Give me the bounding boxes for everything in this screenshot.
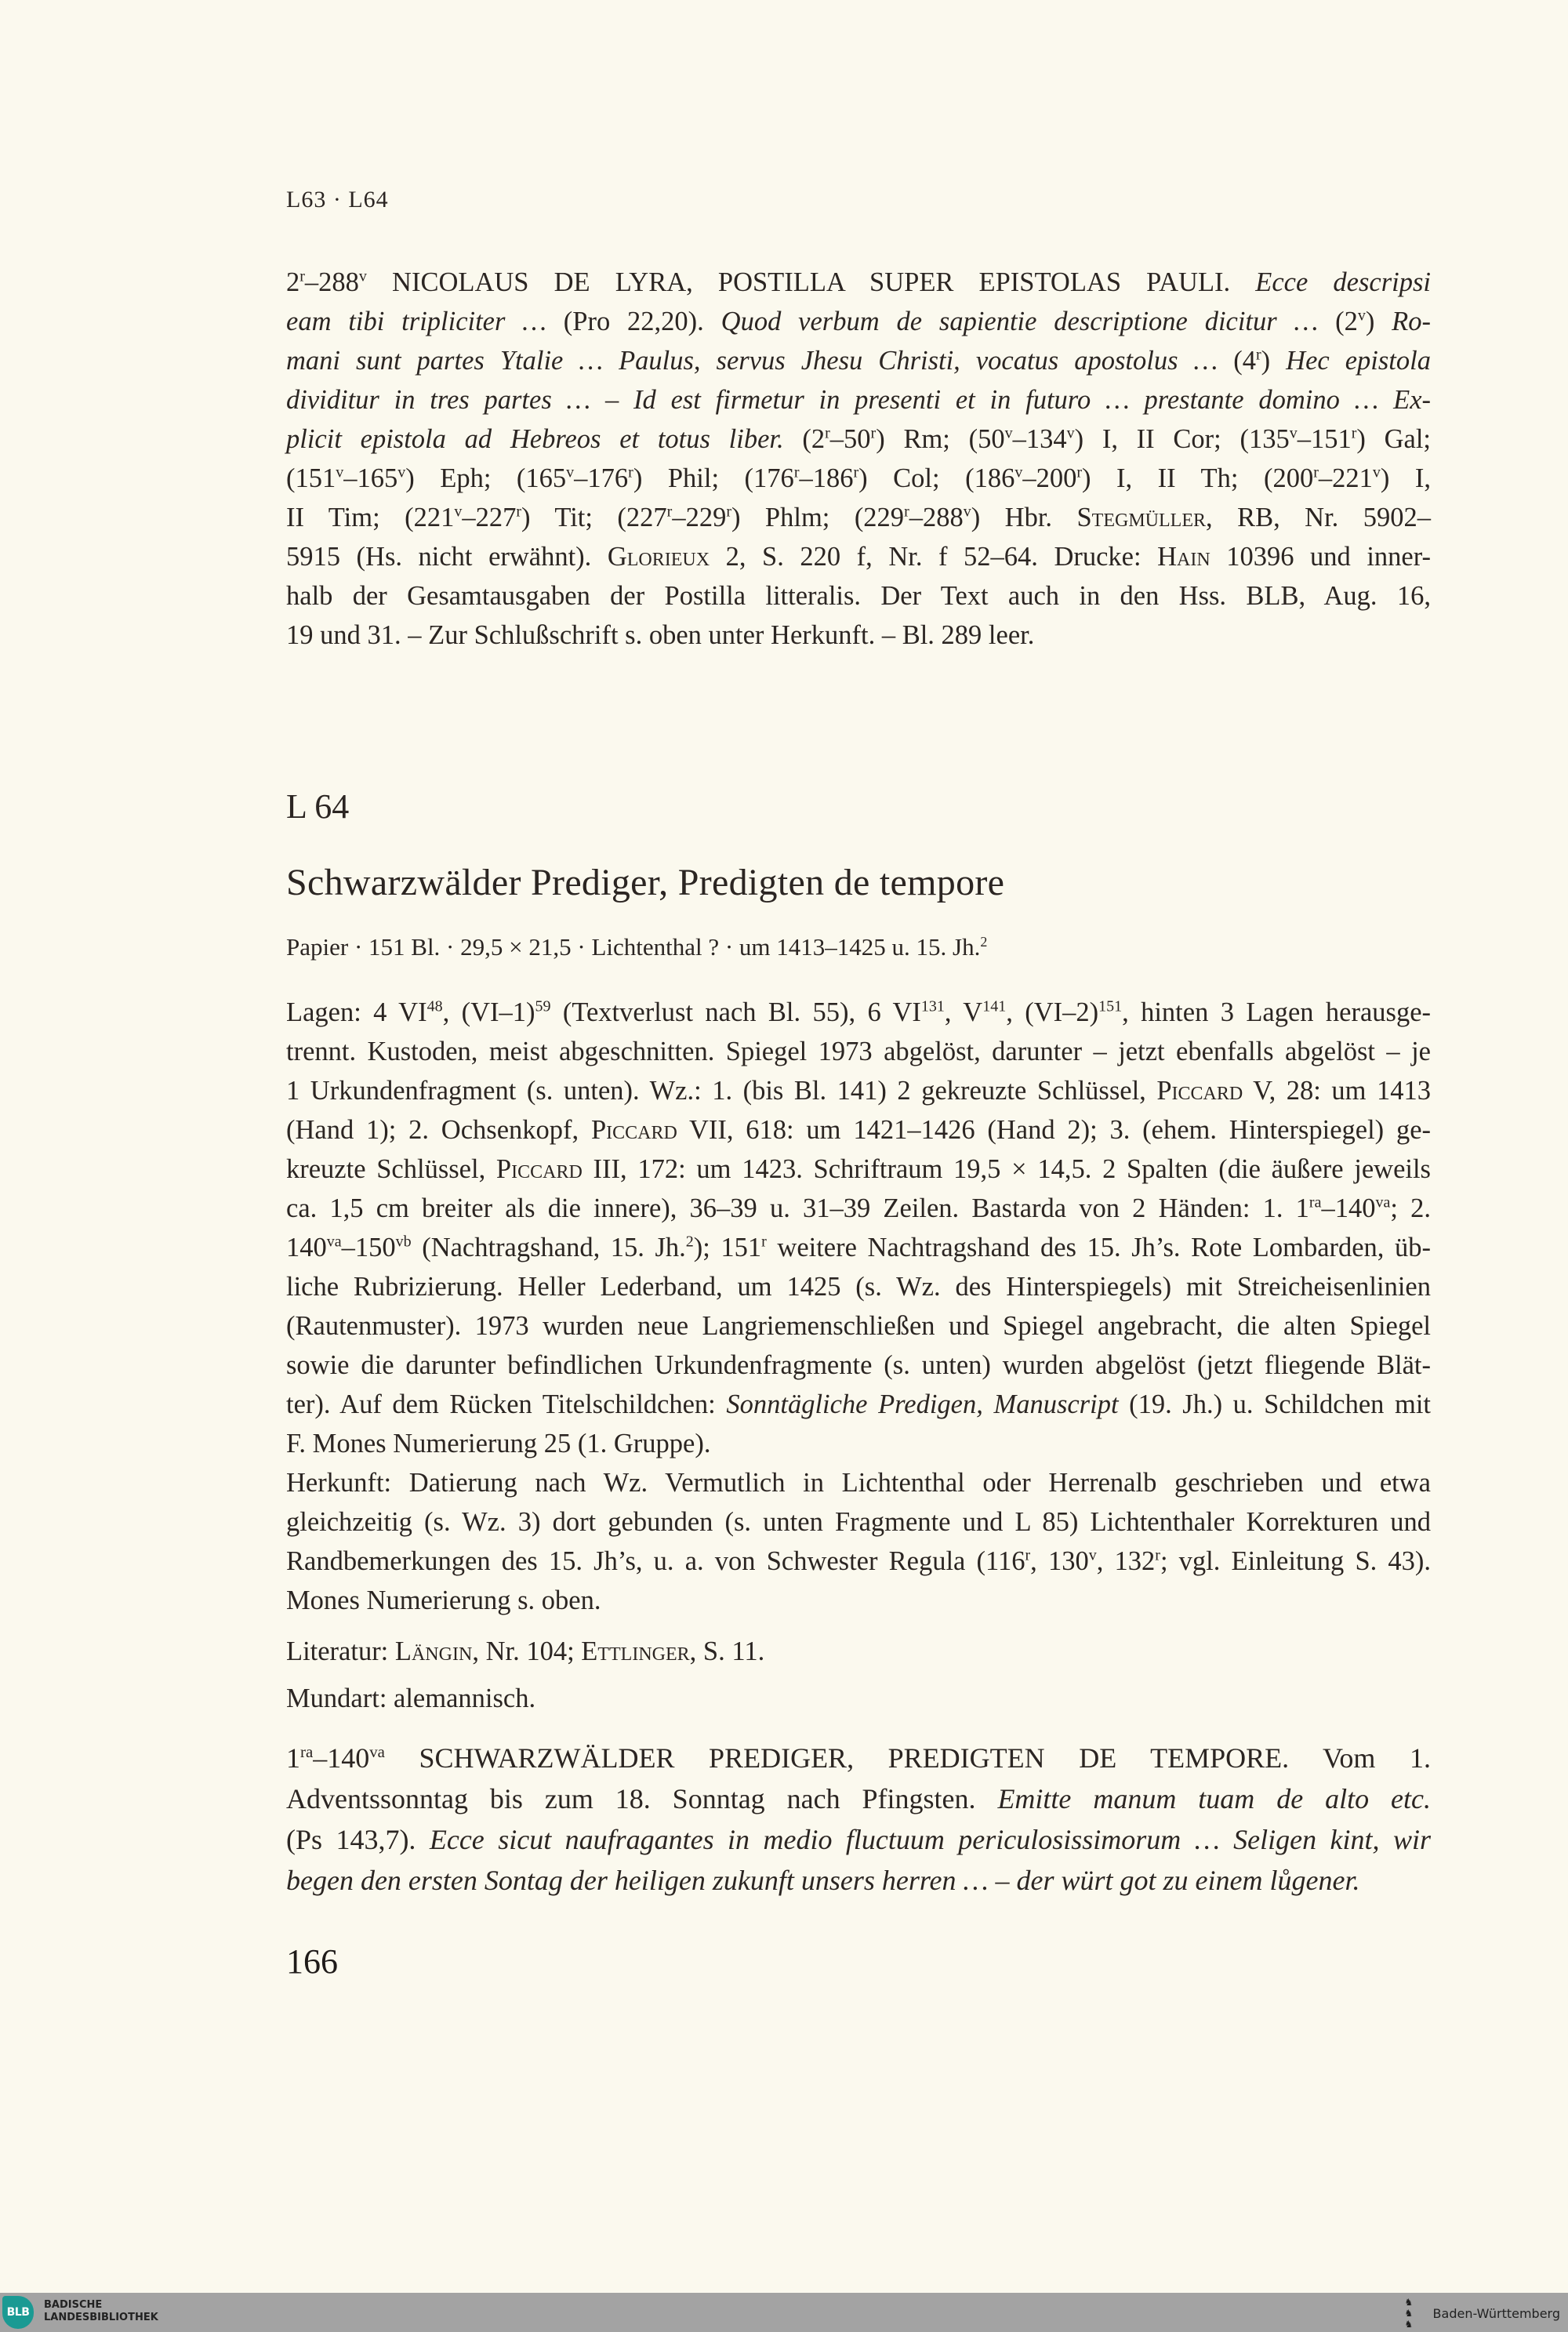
text-line: (Ps 143,7). Ecce sicut naufragantes in medio fluctuum periculosissimorum … Seligen kint, wir — [286, 1824, 1431, 1855]
superscript: r — [1351, 424, 1357, 442]
superscript: vb — [395, 1233, 412, 1251]
superscript: v — [358, 267, 367, 285]
text-line: Lagen: 4 VI$^{48}$, $(VI-1)^{59}$ (Textverlust nach Bl. 55), 6 VI$^{131}$, $V^{141}$, $(VI-2)^{151}$, hinten 3 Lagen herausge- — [286, 997, 1431, 1027]
text-line: trennt. Kustoden, meist abgeschnitten. Spiegel 1973 abgelöst, darunter – jetzt ebenfalls abgelöst – je — [286, 1037, 1431, 1066]
italic-text: Ro- — [1392, 307, 1431, 336]
superscript: r — [853, 463, 859, 481]
text-line: kreuzte Schlüssel, Piccard III, 172: um 1423. Schriftraum 19,5 × 14,5. 2 Spalten (die äußere jeweils — [286, 1154, 1431, 1184]
author-name: Piccard — [495, 1154, 583, 1184]
superscript: 48 — [426, 997, 443, 1015]
text-line: 1 Urkundenfragment (s. unten). Wz.: 1. (bis Bl. 141) 2 gekreuzte Schlüssel, Piccard V, 28: um 1413 — [286, 1076, 1432, 1106]
text-line: 2$^r$–288$^v$ NICOLAUS DE LYRA, POSTILLA SUPER EPISTOLAS PAULI. Ecce descripsi — [286, 267, 1431, 297]
library-name — [44, 2299, 158, 2324]
superscript: ra — [300, 1742, 314, 1762]
text-line: plicit epistola ad Hebreos et totus liber. (2$^r$–50$^r$) Rm; (50$^v$–134$^v$) I, II Cor; (135$^v$–151$^r$) Gal; — [286, 424, 1432, 454]
text-line: F. Mones Numerierung 25 (1. Gruppe). — [286, 1429, 711, 1458]
author-name: Stegmüller — [1076, 503, 1206, 532]
superscript: v — [397, 463, 406, 481]
superscript: r — [1155, 1546, 1160, 1564]
text-line: (Rautenmuster). 1973 wurden neue Langriemenschließen und Spiegel angebracht, die alten Spiegel — [286, 1311, 1431, 1341]
text-line: Adventssonntag bis zum 18. Sonntag nach Pfingsten. Emitte manum tuam de alto etc. — [286, 1783, 1431, 1814]
superscript: 151 — [1098, 997, 1123, 1015]
superscript: r — [299, 267, 305, 285]
author-name: Hain — [1157, 542, 1210, 572]
library-name-line2: LANDESBIBLIOTHEK — [44, 2312, 158, 2323]
text-line: 5915 (Hs. nicht erwähnt). Glorieux 2, S. 220 f, Nr. f 52–64. Drucke: Hain 10396 und inner- — [286, 542, 1432, 572]
superscript: v — [566, 463, 575, 481]
superscript: r — [793, 463, 800, 481]
text-line: Mones Numerierung s. oben. — [286, 1586, 601, 1615]
superscript: r — [1076, 463, 1083, 481]
running-head: L63 · L64 — [286, 187, 389, 212]
superscript: r — [666, 503, 673, 521]
author-name: Piccard — [1156, 1076, 1243, 1106]
text-line: Mundart: alemannisch. — [286, 1684, 536, 1713]
superscript: va — [369, 1742, 385, 1762]
superscript: 2 — [685, 1233, 694, 1251]
superscript: v — [336, 463, 344, 481]
superscript: v — [1066, 424, 1075, 442]
superscript: r — [761, 1233, 767, 1251]
italic-text: Ecce sicut naufragantes in medio fluctuum periculosissimorum … Seligen kint, wir — [429, 1824, 1431, 1855]
superscript: v — [1088, 1546, 1097, 1564]
text-line: ca. 1,5 cm breiter als die innere), 36–39 u. 31–39 Zeilen. Bastarda von 2 Händen: 1. $1^{ra}-140^{va}$; 2. — [286, 1193, 1431, 1223]
superscript: v — [963, 503, 971, 521]
superscript: r — [726, 503, 731, 521]
text-line: sowie die darunter befindlichen Urkundenfragmente (s. unten) wurden abgelöst (jetzt fliegende Blät- — [286, 1350, 1431, 1380]
italic-text: eam tibi tripliciter … — [286, 307, 564, 336]
footer-bar — [0, 2293, 1568, 2332]
entry-physical-description: Papier · 151 Bl. · 29,5 × 21,5 · Lichtenthal ? · um 1413–1425 u. 15. Jh.$^2$ — [286, 933, 988, 961]
italic-text: mani sunt partes Ytalie … Paulus, servus Jhesu Christi, vocatus apostolus … — [286, 346, 1234, 376]
text-line: Literatur: Längin, Nr. 104; Ettlinger, S. 11. — [286, 1636, 765, 1666]
state-logo[interactable] — [1405, 2297, 1560, 2329]
italic-text: begen den ersten Sontag der heiligen zukunft unsers herren … – der würt got zu einem lůgener. — [286, 1865, 1360, 1896]
literatur-paragraph — [286, 1632, 1431, 1671]
author-name: Längin — [394, 1636, 473, 1666]
text-line: $1^{ra}-140^{va}$ SCHWARZWÄLDER PREDIGER, PREDIGTEN DE TEMPORE. Vom 1. — [286, 1742, 1431, 1774]
superscript: r — [825, 424, 830, 442]
superscript: va — [326, 1233, 342, 1251]
superscript: r — [1255, 346, 1261, 364]
mundart-paragraph — [286, 1679, 1431, 1718]
text-line: $140^{va}-150^{vb}$ (Nachtragshand, 15. Jh.$^2$); 151$^r$ weitere Nachtragshand des 15. Jh’s. Rote Lombarden, üb- — [286, 1233, 1431, 1262]
author-name: Ettlinger — [581, 1636, 690, 1666]
superscript: v — [1357, 307, 1366, 325]
text-line: II Tim; (221$^v$–227$^r$) Tit; (227$^r$–229$^r$) Phlm; (229$^r$–288$^v$) Hbr. Stegmüller, RB, Nr. 5902– — [286, 503, 1431, 532]
italic-text: Ecce descripsi — [1255, 267, 1431, 297]
text-line: liche Rubrizierung. Heller Lederband, um 1425 (s. Wz. des Hinterspiegels) mit Streicheisenlinien — [286, 1272, 1431, 1302]
text-line: eam tibi tripliciter … (Pro 22,20). Quod verbum de sapientie descriptione dicitur … (2$^v$) Ro- — [286, 307, 1431, 336]
superscript: v — [1004, 424, 1013, 442]
page-number: 166 — [286, 1942, 338, 1981]
text-line — [286, 1860, 1431, 1901]
italic-text: plicit epistola ad Hebreos et totus liber. — [286, 424, 803, 454]
text-line: gleichzeitig (s. Wz. 3) dort gebunden (s. unten Fragmente und L 85) Lichtenthaler Korrekturen und — [286, 1507, 1431, 1537]
superscript: v — [1014, 463, 1023, 481]
superscript: r — [870, 424, 877, 442]
author-name: Piccard — [590, 1115, 677, 1145]
author-name: Glorieux — [607, 542, 710, 572]
state-name: Baden-Württemberg — [1432, 2305, 1560, 2321]
superscript: va — [1375, 1193, 1391, 1211]
blb-logo-icon[interactable]: BLB — [2, 2296, 34, 2329]
text-line — [286, 380, 1431, 420]
herkunft-paragraph — [286, 1463, 1431, 1620]
entry-id: L 64 — [286, 787, 350, 826]
entry-title: Schwarzwälder Prediger, Predigten de tempore — [286, 862, 1005, 903]
superscript: ra — [1308, 1193, 1322, 1211]
library-name-line1: BADISCHE — [44, 2299, 103, 2311]
superscript: 59 — [535, 997, 551, 1015]
superscript: r — [904, 503, 909, 521]
lagen-paragraph — [286, 993, 1431, 1463]
text-line: mani sunt partes Ytalie … Paulus, servus Jhesu Christi, vocatus apostolus … (4$^r$) Hec epistola — [286, 346, 1431, 376]
superscript: r — [1025, 1546, 1031, 1564]
italic-text: Sonntägliche Predigen, Manuscript — [726, 1389, 1119, 1419]
text-line: Randbemerkungen des 15. Jh’s, u. a. von Schwester Regula (116$^r$, 130$^v$, 132$^r$; vgl. Einleitung S. 43). — [286, 1546, 1432, 1576]
superscript: r — [628, 463, 633, 481]
superscript: v — [454, 503, 463, 521]
text-line: Herkunft: Datierung nach Wz. Vermutlich in Lichtenthal oder Herrenalb geschrieben und etwa — [286, 1468, 1431, 1498]
content-paragraph — [286, 1738, 1431, 1901]
superscript: r — [516, 503, 522, 521]
superscript: r — [1313, 463, 1319, 481]
text-line: (151$^v$–165$^v$) Eph; (165$^v$–176$^r$) Phil; (176$^r$–186$^r$) Col; (186$^v$–200$^r$) I, II Th; (200$^r$–221$^v$) I, — [286, 463, 1432, 493]
text-line: (Hand 1); 2. Ochsenkopf, Piccard VII, 618: um 1421–1426 (Hand 2); 3. (ehem. Hinterspiegel) ge- — [286, 1115, 1431, 1145]
text-line: 19 und 31. – Zur Schlußschrift s. oben unter Herkunft. – Bl. 289 leer. — [286, 620, 1035, 650]
italic-text: Emitte manum tuam de alto etc. — [997, 1783, 1431, 1814]
italic-text: Hec epistola — [1286, 346, 1431, 376]
italic-text: dividitur in tres partes … – Id est firmetur in presenti et in futuro … prestante domino … Ex- — [286, 385, 1431, 415]
three-lions-icon: ♞ ♞ ♞ — [1404, 2297, 1414, 2330]
superscript: 131 — [920, 997, 945, 1015]
text-line: halb der Gesamtausgaben der Postilla litteralis. Der Text auch in den Hss. BLB, Aug. 16, — [286, 581, 1431, 611]
italic-text: Quod verbum de sapientie descriptione dicitur … — [720, 307, 1336, 336]
text-line: ter). Auf dem Rücken Titelschildchen: Sonntägliche Predigen, Manuscript (19. Jh.) u. Schildchen mit — [286, 1389, 1431, 1419]
superscript: 2 — [980, 933, 988, 950]
superscript: 141 — [982, 997, 1007, 1015]
superscript: v — [1372, 463, 1381, 481]
previous-entry-contents — [286, 263, 1431, 655]
superscript: v — [1289, 424, 1298, 442]
